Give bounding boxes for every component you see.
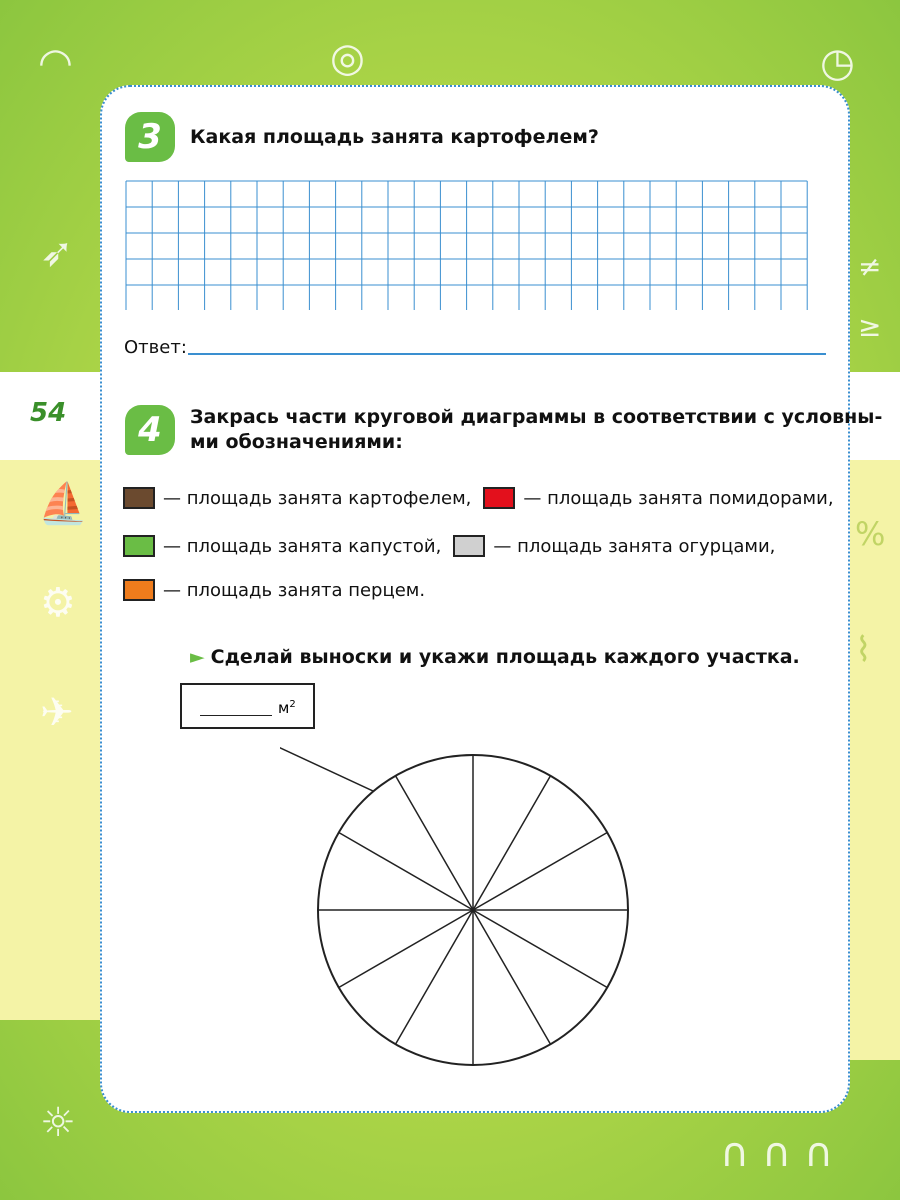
callout-unit-sup: 2 xyxy=(289,699,296,710)
task-4-title xyxy=(190,405,882,455)
margin-yellow-left xyxy=(0,460,100,1020)
gear-doodle-icon: ⚙ xyxy=(40,580,76,626)
legend-text-cabbage: — площадь занята капустой, xyxy=(163,535,442,557)
paperclip-doodle-icon: ⌇ xyxy=(855,630,872,670)
wifi-doodle-icon: ◠ xyxy=(38,40,73,86)
boat-doodle-icon: ⛵ xyxy=(38,481,88,527)
percent-doodle-icon: % xyxy=(855,515,886,553)
task-3-badge: 3 xyxy=(125,112,175,162)
task-3-title: Какая площадь занята картофелем? xyxy=(190,126,599,148)
legend-text-pepper: — площадь занята перцем. xyxy=(163,579,426,601)
legend-text-cucumber: — площадь занята огурцами, xyxy=(493,535,776,557)
answer-line[interactable] xyxy=(188,353,826,355)
legend-text-potato: — площадь занята картофелем, xyxy=(163,487,472,509)
legend-swatch-tomato xyxy=(483,487,515,509)
clock-doodle-icon: ◷ xyxy=(820,40,855,86)
callout-leader-line xyxy=(280,732,388,798)
not-equal-doodle-icon: ≠ xyxy=(858,250,882,283)
legend-row-1 xyxy=(123,487,846,509)
legend-swatch-cabbage xyxy=(123,535,155,557)
callout-unit xyxy=(278,699,296,717)
page-number: 54 xyxy=(30,398,67,428)
bullet-arrow-icon: ► xyxy=(190,646,205,668)
legend-swatch-cucumber xyxy=(453,535,485,557)
task-4-badge: 4 xyxy=(125,405,175,455)
arrow-doodle-icon: ➶ xyxy=(40,230,74,276)
callout-blank-line[interactable] xyxy=(200,715,272,716)
answer-grid[interactable] xyxy=(125,180,811,310)
lightbulb-doodle-icon: ☼ xyxy=(40,1100,76,1146)
legend-text-tomato: — площадь занята помидорами, xyxy=(523,487,834,509)
answer-label: Ответ: xyxy=(124,337,187,358)
callout-unit-base: м xyxy=(278,699,290,717)
task-4-title-line1: Закрась части круговой диаграммы в соответствии с условны- xyxy=(190,406,883,428)
globe-doodle-icon: ◎ xyxy=(330,35,365,81)
greater-equal-doodle-icon: ≥ xyxy=(858,310,882,343)
legend-swatch-pepper xyxy=(123,579,155,601)
subtask-text: Сделай выноски и укажи площадь каждого участка. xyxy=(210,646,800,668)
legend-row-2 xyxy=(123,535,787,557)
task-4-title-line2: ми обозначениями: xyxy=(190,431,403,453)
curl-doodle-icon: ∩ ∩ ∩ xyxy=(720,1130,834,1176)
pie-diagram[interactable] xyxy=(280,720,680,1120)
legend-swatch-potato xyxy=(123,487,155,509)
paper-plane-doodle-icon: ✈ xyxy=(40,690,74,736)
legend-row-3 xyxy=(123,579,437,601)
subtask-instruction xyxy=(190,646,800,668)
